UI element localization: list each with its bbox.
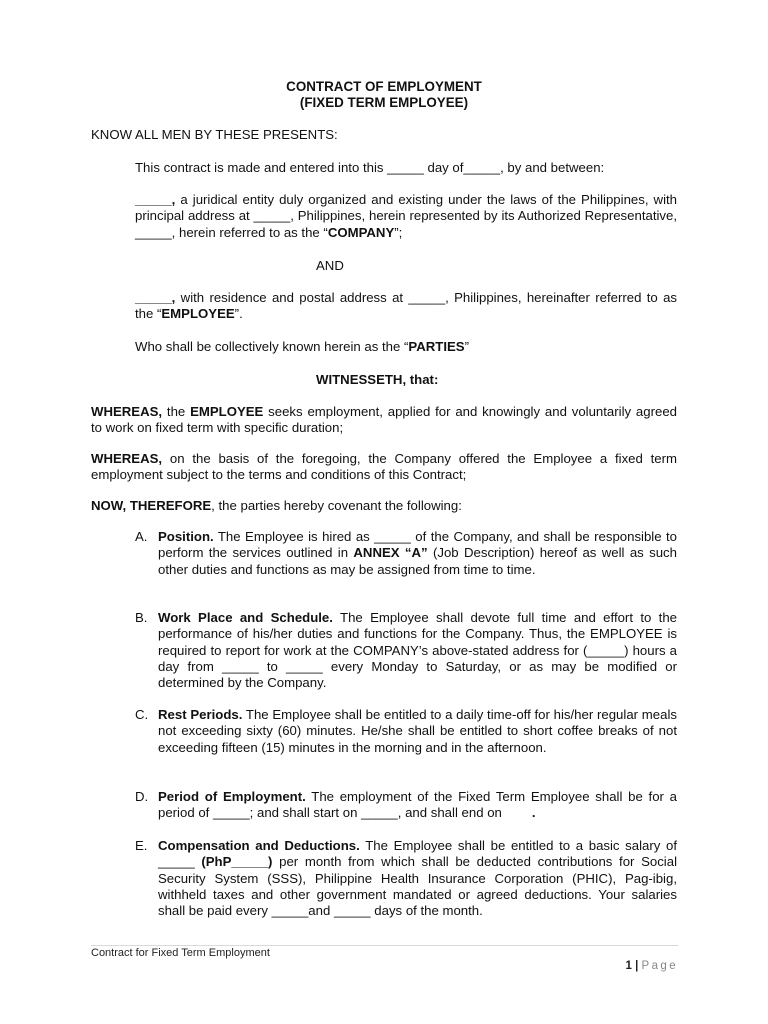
employee-label: EMPLOYEE <box>161 306 235 322</box>
list-item-compensation <box>135 838 677 919</box>
parties-text: Who shall be collectively known herein as the “ <box>135 339 409 354</box>
parties-label: PARTIES <box>408 339 465 354</box>
company-text: a juridical entity duly organized and existing under the laws of the Philippines, with principal address at _____, Philippines, herein represented by its Authorized Representative, _____, herein referred to as the “ <box>135 192 677 240</box>
employee-text: with residence and postal address at _____, Philippines, hereinafter referred to as the “ <box>135 290 677 322</box>
therefore-paragraph <box>91 498 677 514</box>
and-separator: AND <box>316 258 344 273</box>
item-letter: D. <box>135 789 149 804</box>
item-text: The Employee is hired as _____ of the Company, and shall be responsible to perform the services outlined in <box>158 529 677 561</box>
php-salary-blank: (PhP_____) <box>201 854 273 870</box>
company-text-end: ”; <box>394 224 403 240</box>
company-paragraph <box>135 192 677 241</box>
employee-text-end: ”. <box>234 306 243 322</box>
company-label: COMPANY <box>327 224 395 240</box>
item-body <box>158 610 677 691</box>
item-heading: Rest Periods. <box>158 707 243 722</box>
item-text-end: (Job Description) hereof as well as such other duties and functions as may be assigned from time to time. <box>158 545 677 577</box>
witnesseth-heading: WITNESSETH, that: <box>316 372 439 387</box>
list-item-period <box>135 789 677 822</box>
item-text: The Employee shall be entitled to a daily time-off for his/her regular meals not exceeding sixty (60) minutes. He/she shall be entitled to short coffee breaks of not exceeding fifteen (15) minutes in the morning and in the afternoon. <box>158 707 677 755</box>
item-letter: E. <box>135 838 148 853</box>
item-letter: B. <box>135 610 148 625</box>
item-heading: Position. <box>158 529 214 544</box>
title-line-2: (FIXED TERM EMPLOYEE) <box>299 95 469 110</box>
whereas-1-lead: WHEREAS, <box>91 404 163 419</box>
item-body <box>158 707 677 756</box>
item-body <box>158 529 677 578</box>
whereas-1-text-end: seeks employment, applied for and knowingly and voluntarily agreed to work on fixed term with specific duration; <box>91 404 677 436</box>
page-number-separator: | <box>635 960 639 972</box>
intro-heading: KNOW ALL MEN BY THESE PRESENTS: <box>91 127 338 142</box>
parties-text-end: ” <box>464 339 470 354</box>
item-letter: C. <box>135 707 149 722</box>
item-body <box>158 838 677 919</box>
item-heading: Period of Employment. <box>158 789 306 804</box>
item-heading: Compensation and Deductions. <box>158 838 360 853</box>
list-item-work-place <box>135 610 677 691</box>
employee-paragraph <box>135 290 677 323</box>
whereas-2-lead: WHEREAS, <box>91 451 163 466</box>
item-text: The Employee shall devote full time and effort to the performance of his/her duties and functions for the Company. Thus, the EMPLOYEE is required to report for work at the COMPANY’s above-stated address for (_____) hours a day from _____ to _____ every Monday to Saturday, or as may be modified or determined by the Company. <box>158 610 677 691</box>
page-number-value: 1 <box>625 960 632 972</box>
item-body <box>158 789 677 822</box>
company-blank: _____, <box>135 192 176 207</box>
item-text: The employment of the Fixed Term Employee shall be for a period of _____; and shall start on _____, and shall end on <box>158 789 677 821</box>
item-end-period: . <box>531 805 536 821</box>
made-paragraph: This contract is made and entered into this _____ day of_____, by and between: <box>135 160 605 175</box>
parties-paragraph <box>135 339 677 355</box>
list-item-rest-periods <box>135 707 677 756</box>
document-title <box>91 79 677 111</box>
whereas-2 <box>91 451 677 484</box>
page-label: Page <box>641 960 678 972</box>
whereas-1 <box>91 404 677 437</box>
whereas-1-text: the <box>162 404 191 419</box>
annex-a-label: ANNEX “A” <box>353 545 428 561</box>
list-item-position <box>135 529 677 578</box>
whereas-2-text: on the basis of the foregoing, the Company offered the Employee a fixed term employment subject to the terms and conditions of this Contract; <box>91 451 677 483</box>
footer-text: Contract for Fixed Term Employment <box>91 947 270 959</box>
therefore-text: , the parties hereby covenant the following: <box>211 498 462 513</box>
title-line-1: CONTRACT OF EMPLOYMENT <box>286 79 482 94</box>
item-letter: A. <box>135 529 148 544</box>
item-text: The Employee shall be entitled to a basic salary of _____ <box>158 838 677 870</box>
item-heading: Work Place and Schedule. <box>158 610 333 625</box>
therefore-lead: NOW, THEREFORE <box>91 498 212 513</box>
page-number <box>626 959 679 973</box>
item-text-end: per month from which shall be deducted contributions for Social Security System (SSS), Philippine Health Insurance Corporation (PHIC), Pag-ibig, withheld taxes and other government mandated or agreed deductions. Your salaries shall be paid every _____and _____ days of the month. <box>158 854 677 919</box>
employee-blank: _____, <box>135 290 176 305</box>
whereas-1-employee: EMPLOYEE <box>190 404 264 419</box>
